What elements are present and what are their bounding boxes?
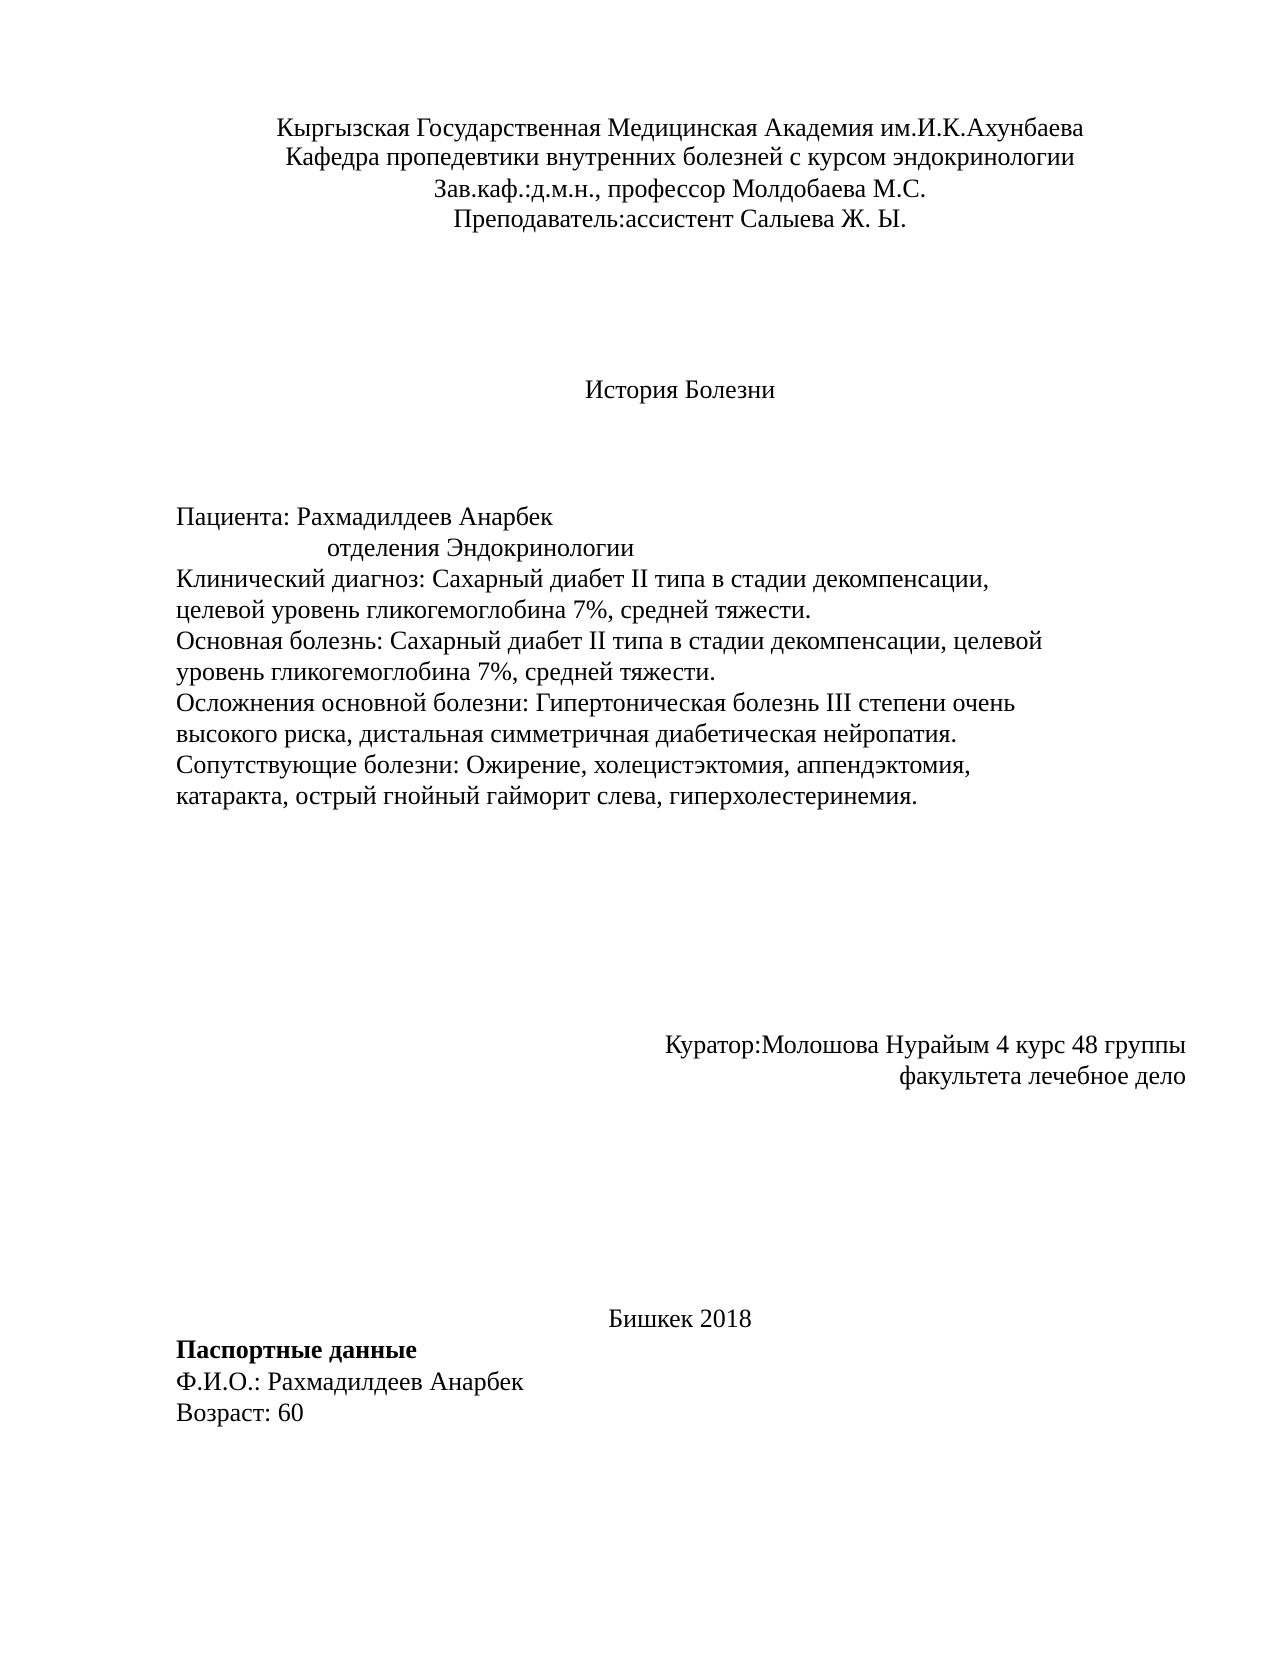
department-name: Кафедра пропедевтики внутренних болезней с курсом эндокринологии: [285, 142, 1075, 171]
concomitant-line-2: катаракта, острый гнойный гайморит слева, гиперхолестеринемия.: [176, 781, 918, 810]
patient-name: Пациента: Рахмадилдеев Анарбек: [176, 502, 553, 531]
academy-name: Кыргызская Государственная Медицинская Академия им.И.К.Ахунбаева: [276, 113, 1084, 142]
patient-department: отделения Эндокринологии: [327, 533, 635, 562]
document-title: История Болезни: [584, 375, 776, 404]
main-disease-line-1: Основная болезнь: Сахарный диабет II типа в стадии декомпенсации, целевой: [176, 626, 1043, 655]
curator-line-1: Куратор:Молошова Нурайым 4 курс 48 группы: [664, 1030, 1186, 1059]
clinical-diagnosis-line-2: целевой уровень гликогемоглобина 7%, средней тяжести.: [176, 595, 812, 624]
concomitant-line-1: Сопутствующие болезни: Ожирение, холецистэктомия, аппендэктомия,: [176, 750, 971, 779]
clinical-diagnosis-line-1: Клинический диагноз: Сахарный диабет II типа в стадии декомпенсации,: [176, 564, 990, 593]
department-head: Зав.каф.:д.м.н., профессор Молдобаева М.С.: [433, 174, 927, 203]
city-year: Бишкек 2018: [608, 1304, 752, 1333]
passport-fio: Ф.И.О.: Рахмадилдеев Анарбек: [176, 1367, 524, 1396]
complications-line-2: высокого риска, дистальная симметричная диабетическая нейропатия.: [176, 719, 958, 748]
passport-age: Возраст: 60: [176, 1398, 304, 1427]
teacher: Преподаватель:ассистент Салыева Ж. Ы.: [453, 204, 907, 233]
main-disease-line-2: уровень гликогемоглобина 7%, средней тяжести.: [176, 657, 716, 686]
curator-line-2: факультета лечебное дело: [899, 1061, 1186, 1090]
passport-heading: Паспортные данные: [176, 1335, 417, 1364]
complications-line-1: Осложнения основной болезни: Гипертоническая болезнь III степени очень: [176, 688, 1016, 717]
